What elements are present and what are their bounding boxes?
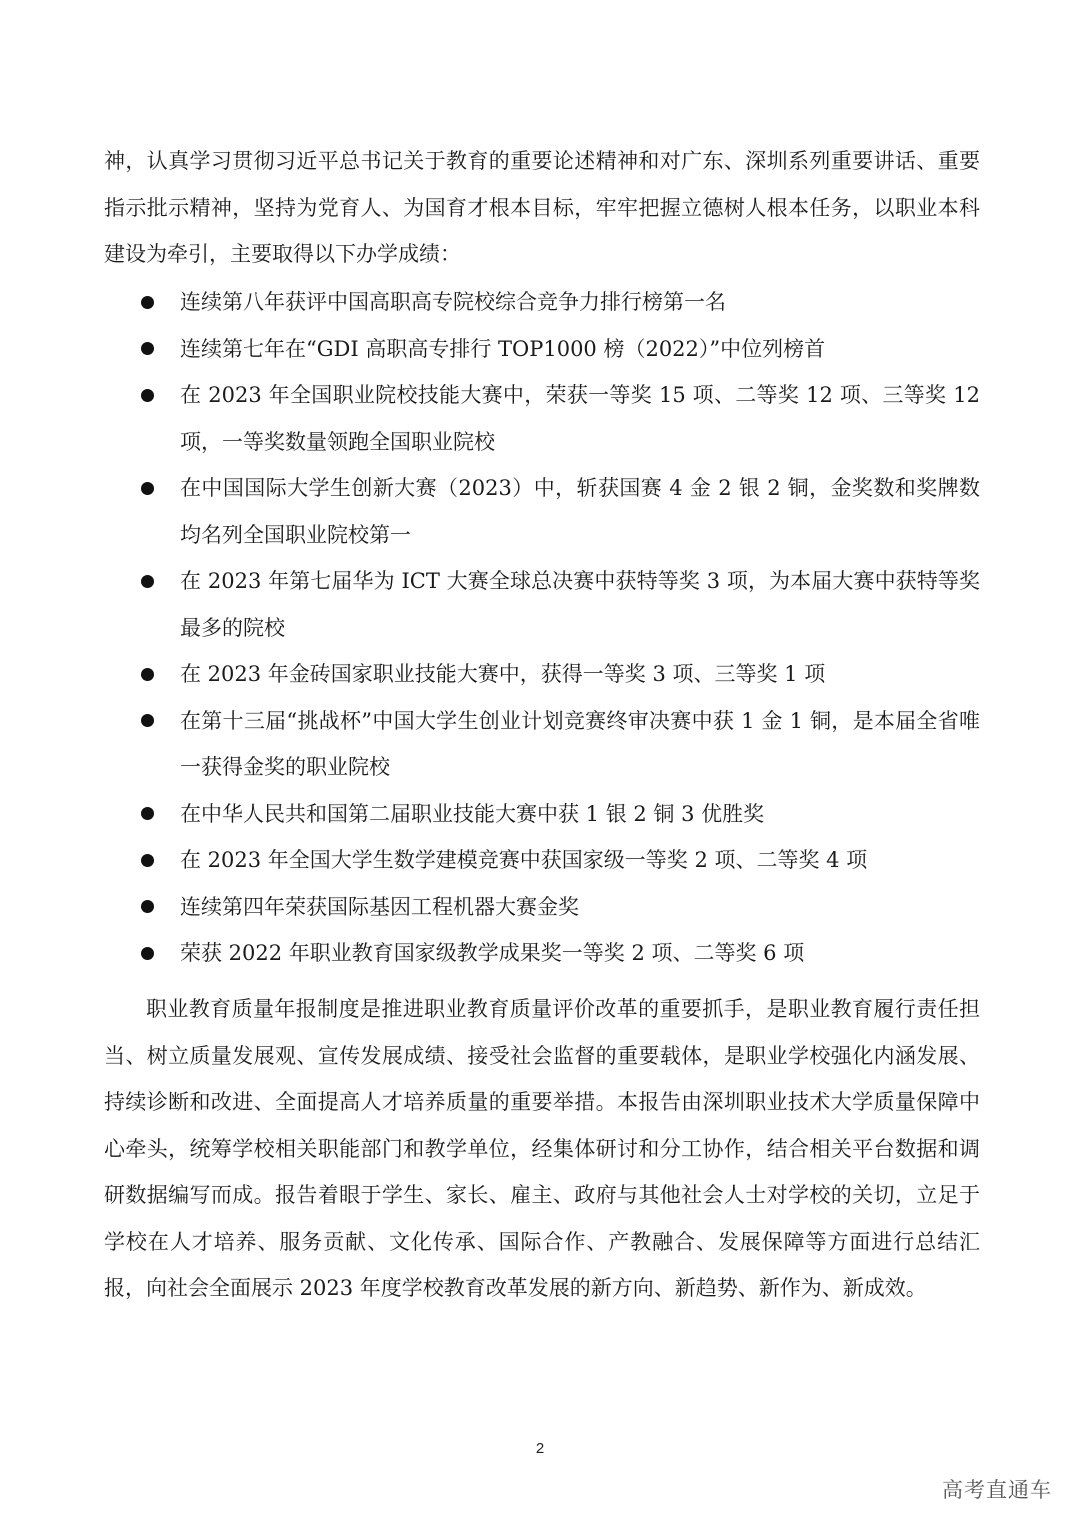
bullet-icon bbox=[141, 714, 154, 727]
list-item bbox=[0, 930, 1080, 977]
list-item bbox=[0, 326, 1080, 373]
achievement-text: 连续第七年在“GDI 高职高专排行 TOP1000 榜（2022）”中位列榜首 bbox=[180, 336, 826, 361]
list-item bbox=[0, 791, 1080, 838]
watermark-text: 高考直通车 bbox=[942, 1478, 1052, 1502]
list-item bbox=[0, 837, 1080, 884]
bullet-icon bbox=[141, 807, 154, 820]
body-paragraph: 职业教育质量年报制度是推进职业教育质量评价改革的重要抓手，是职业教育履行责任担当、树立质量发展观、宣传发展成绩、接受社会监督的重要载体，是职业学校强化内涵发展、持续诊断和改进、全面提高人才培养质量的重要举措。本报告由深圳职业技术大学质量保障中心牵头，统筹学校相关职能部门和教学单位，经集体研讨和分工协作，结合相关平台数据和调研数据编写而成。报告着眼于学生、家长、雇主、政府与其他社会人士对学校的关切，立足于学校在人才培养、服务贡献、文化传承、国际合作、产教融合、发展保障等方面进行总结汇报，向社会全面展示 2023 年度学校教育改革发展的新方向、新趋势、新作为、新成效。 bbox=[104, 997, 980, 1300]
page-number: 2 bbox=[535, 1440, 545, 1457]
bullet-icon bbox=[141, 947, 154, 960]
achievement-text: 在中华人民共和国第二届职业技能大赛中获 1 银 2 铜 3 优胜奖 bbox=[180, 801, 765, 826]
achievement-list bbox=[0, 279, 1080, 977]
bullet-icon bbox=[141, 575, 154, 588]
bullet-icon bbox=[141, 668, 154, 681]
list-item bbox=[0, 651, 1080, 698]
list-item bbox=[0, 558, 1080, 651]
achievement-text: 连续第四年荣获国际基因工程机器大赛金奖 bbox=[180, 894, 579, 919]
achievement-text: 在 2023 年第七届华为 ICT 大赛全球总决赛中获特等奖 3 项，为本届大赛中获特等奖最多的院校 bbox=[180, 569, 980, 640]
intro-paragraph: 神，认真学习贯彻习近平总书记关于教育的重要论述精神和对广东、深圳系列重要讲话、重要指示批示精神，坚持为党育人、为国育才根本目标，牢牢把握立德树人根本任务，以职业本科建设为牵引，主要取得以下办学成绩： bbox=[104, 149, 980, 266]
list-item bbox=[0, 279, 1080, 326]
list-item bbox=[0, 698, 1080, 791]
achievement-text: 在中国国际大学生创新大赛（2023）中，斩获国赛 4 金 2 银 2 铜，金奖数和奖牌数均名列全国职业院校第一 bbox=[180, 476, 980, 547]
list-item bbox=[0, 372, 1080, 465]
bullet-icon bbox=[141, 854, 154, 867]
achievement-text: 连续第八年获评中国高职高专院校综合竞争力排行榜第一名 bbox=[180, 290, 726, 314]
bullet-icon bbox=[141, 296, 154, 309]
achievement-text: 在第十三届“挑战杯”中国大学生创业计划竞赛终审决赛中获 1 金 1 铜，是本届全省唯一获得金奖的职业院校 bbox=[180, 708, 980, 779]
bullet-icon bbox=[141, 900, 154, 913]
achievement-text: 在 2023 年全国大学生数学建模竞赛中获国家级一等奖 2 项、二等奖 4 项 bbox=[180, 848, 868, 872]
achievement-text: 荣获 2022 年职业教育国家级教学成果奖一等奖 2 项、二等奖 6 项 bbox=[180, 941, 805, 965]
achievement-text: 在 2023 年金砖国家职业技能大赛中，获得一等奖 3 项、三等奖 1 项 bbox=[180, 662, 826, 686]
list-item bbox=[0, 465, 1080, 558]
bullet-icon bbox=[141, 482, 154, 495]
achievement-text: 在 2023 年全国职业院校技能大赛中，荣获一等奖 15 项、二等奖 12 项、三等奖 12 项，一等奖数量领跑全国职业院校 bbox=[180, 383, 980, 454]
bullet-icon bbox=[141, 342, 154, 355]
list-item bbox=[0, 884, 1080, 931]
bullet-icon bbox=[141, 389, 154, 402]
